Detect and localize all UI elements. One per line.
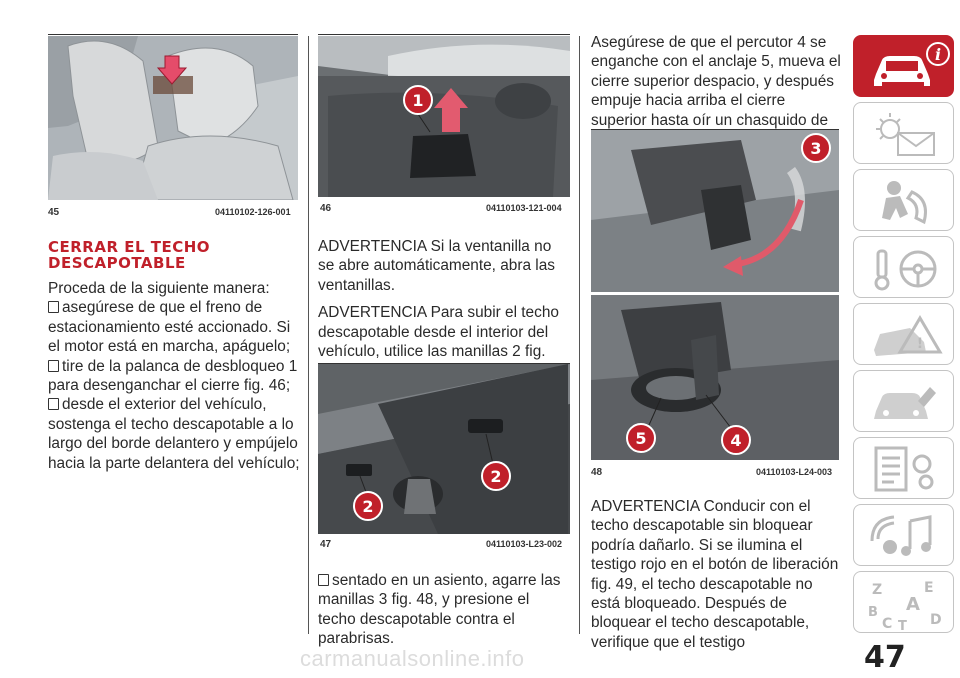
bullet-push-roof: desde el exterior del vehículo, sostenga el techo descapotable a lo largo del borde delantero y empújelo hacia la parte delantera del vehículo; (48, 396, 300, 472)
column2-bullet (318, 571, 570, 657)
column-divider-2 (579, 36, 580, 634)
index-letter-z: Z (872, 582, 883, 598)
figure-47-code: 04110103-L23-002 (486, 539, 563, 549)
warning-unlocked-roof: ADVERTENCIA Conducir con el techo descapotable sin bloquear podría dañarlo. Si se ilumina el testigo rojo en el botón de liberación fig. 49, el techo descapotable no está bloqueado. Después de bloquear el techo descapotable, verifique que el testigo (591, 498, 839, 651)
index-letter-b: B (868, 605, 878, 620)
sidebar-tab-starting-driving[interactable] (853, 236, 954, 298)
bullet-release-lever: tire de la palanca de desbloqueo 1 para desenganchar el cierre fig. 46; (48, 357, 300, 396)
figure-47-callout-2b: 2 (362, 497, 374, 516)
technical-data-icon (876, 448, 932, 490)
safety-airbag-icon (882, 181, 926, 222)
figure-48-callout-5: 5 (635, 429, 647, 448)
figure-47-number: 47 (320, 539, 332, 550)
section-heading: CERRAR EL TECHO DESCAPOTABLE (48, 238, 211, 272)
column1-text (48, 279, 300, 473)
index-letter-c: C (882, 616, 893, 632)
column3-warning (591, 497, 841, 660)
multimedia-icon (872, 517, 931, 556)
figure-45-image (48, 36, 298, 200)
sidebar-tab-warning-lights[interactable] (853, 102, 954, 164)
index-letter-a: A (906, 594, 920, 615)
svg-text:!: ! (916, 336, 924, 352)
figure-48-number: 48 (591, 467, 603, 478)
figure-48-callout-3: 3 (810, 139, 822, 158)
sidebar-tab-index[interactable] (853, 571, 954, 633)
figure-46-rule (318, 34, 570, 35)
warning-window: ADVERTENCIA Si la ventanilla no se abre automáticamente, abra las ventanillas. (318, 238, 555, 294)
maintenance-icon (874, 387, 936, 419)
figure-48-image (591, 130, 839, 460)
striker-anchor-paragraph: Asegúrese de que el percutor 4 se enganche con el anclaje 5, mueva el cierre superior despacio, y después empuje hacia arriba el cierre superior hasta oír un chasquido de (591, 34, 841, 129)
figure-45-code: 04110102-126-001 (215, 207, 291, 217)
figure-46-code: 04110103-121-004 (486, 203, 562, 213)
figure-46-number: 46 (320, 203, 332, 214)
sidebar-tab-technical-data[interactable] (853, 437, 954, 499)
watermark: carmanualsonline.info (300, 646, 525, 671)
page-number: 47 (864, 640, 906, 675)
figure-47-callout-2a: 2 (490, 467, 502, 486)
figure-48-code: 04110103-L24-003 (756, 467, 833, 477)
svg-text:i: i (934, 45, 942, 64)
sidebar-tab-multimedia[interactable] (853, 504, 954, 566)
index-letter-e: E (924, 580, 934, 596)
index-letter-d: D (930, 612, 942, 628)
sidebar-tab-emergency[interactable] (853, 303, 954, 365)
intro-paragraph: Proceda de la siguiente manera: (48, 280, 270, 297)
figure-45-number: 45 (48, 207, 60, 218)
emergency-icon (874, 318, 940, 356)
bullet-parking-brake: asegúrese de que el freno de estacionamiento esté accionado. Si el motor está en marcha, apáguelo; (48, 298, 300, 356)
figure-46-image (318, 36, 570, 197)
column-divider-1 (308, 36, 309, 634)
warning-lights-icon (876, 113, 934, 155)
figure-48-callout-4: 4 (730, 431, 742, 450)
figure-45-rule (48, 34, 298, 35)
car-info-icon (874, 43, 949, 86)
index-letter-t: T (898, 619, 907, 634)
sidebar-tab-maintenance[interactable] (853, 370, 954, 432)
bullet-grab-handles: sentado en un asiento, agarre las manillas 3 fig. 48, y presione el techo descapotable contra el parabrisas. (318, 571, 570, 649)
index-icon (868, 580, 942, 633)
figure-47-image (318, 364, 570, 534)
figure-46-callout-1: 1 (412, 91, 424, 110)
starting-driving-icon (876, 251, 935, 289)
sidebar-tab-safety[interactable] (853, 169, 954, 231)
warning-handles: ADVERTENCIA Para subir el techo descapotable desde el interior del vehículo, utilice las manillas 2 fig. (318, 304, 559, 361)
sidebar-tab-car-info[interactable] (853, 35, 954, 97)
